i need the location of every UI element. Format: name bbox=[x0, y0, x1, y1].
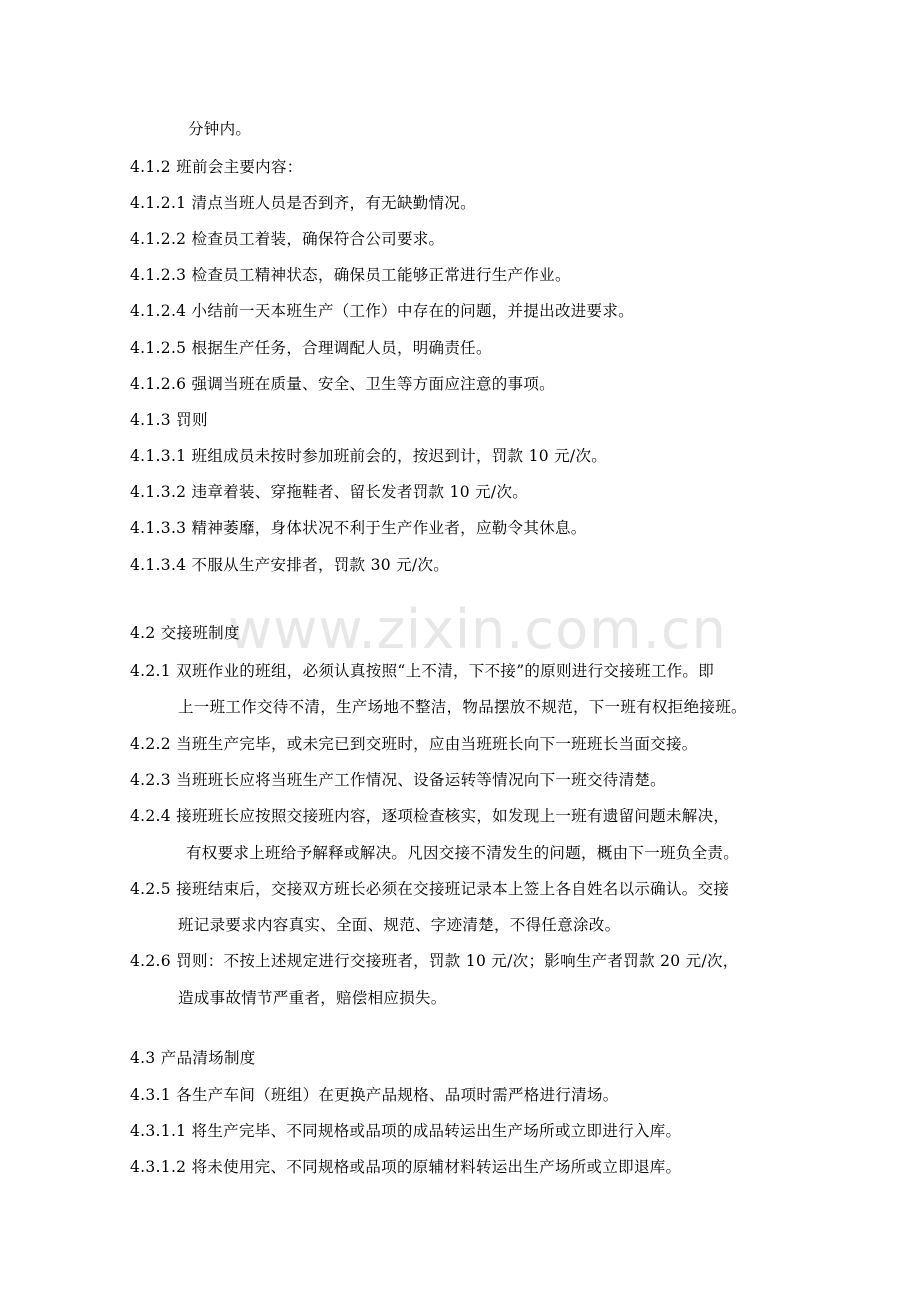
text-line: 上一班工作交待不清，生产场地不整洁，物品摆放不规范，下一班有权拒绝接班。 bbox=[178, 698, 747, 716]
text-line: 4.3.1.1 将生产完毕、不同规格或品项的成品转运出生产场所或立即进行入库。 bbox=[130, 1122, 682, 1140]
text-line: 4.2.2 当班生产完毕，或未完已到交班时，应由当班班长向下一班班长当面交接。 bbox=[130, 735, 698, 753]
text-line: 4.2.4 接班班长应按照交接班内容，逐项检查核实，如发现上一班有遗留问题未解决， bbox=[130, 807, 730, 825]
text-line: 4.1.2.4 小结前一天本班生产（工作）中存在的问题，并提出改进要求。 bbox=[130, 302, 634, 320]
section-heading: 4.1.3 罚则 bbox=[130, 411, 208, 429]
text-line: 4.1.3.1 班组成员未按时参加班前会的，按迟到计，罚款 10 元/次。 bbox=[130, 447, 608, 465]
watermark: www.zixin.com.cn bbox=[228, 598, 727, 661]
text-line: 4.1.2.2 检查员工着装，确保符合公司要求。 bbox=[130, 230, 445, 248]
text-line: 班记录要求内容真实、全面、规范、字迹清楚，不得任意涂改。 bbox=[178, 916, 621, 934]
text-line: 4.2.5 接班结束后，交接双方班长必须在交接班记录本上签上各自姓名以示确认。交接 bbox=[130, 880, 730, 898]
text-line: 4.1.3.4 不服从生产安排者，罚款 30 元/次。 bbox=[130, 556, 450, 574]
text-line: 造成事故情节严重者，赔偿相应损失。 bbox=[178, 989, 447, 1007]
section-heading: 4.2 交接班制度 bbox=[130, 624, 240, 642]
text-line: 有权要求上班给予解释或解决。凡因交接不清发生的问题，概由下一班负全责。 bbox=[186, 844, 740, 862]
text-line: 4.2.1 双班作业的班组，必须认真按照“上不清，下不接”的原则进行交接班工作。即 bbox=[130, 662, 715, 680]
text-line: 分钟内。 bbox=[188, 120, 252, 138]
text-line: 4.2.6 罚则：不按上述规定进行交接班者，罚款 10 元/次；影响生产者罚款 20 元/次， bbox=[130, 952, 739, 970]
text-line: 4.1.2.1 清点当班人员是否到齐，有无缺勤情况。 bbox=[130, 194, 476, 212]
text-line: 4.3.1.2 将未使用完、不同规格或品项的原辅材料转运出生产场所或立即退库。 bbox=[130, 1158, 682, 1176]
section-heading: 4.1.2 班前会主要内容： bbox=[130, 158, 303, 176]
text-line: 4.1.2.3 检查员工精神状态，确保员工能够正常进行生产作业。 bbox=[130, 266, 571, 284]
section-heading: 4.3 产品清场制度 bbox=[130, 1049, 256, 1067]
text-line: 4.3.1 各生产车间（班组）在更换产品规格、品项时需严格进行清场。 bbox=[130, 1086, 619, 1104]
text-line: 4.1.3.2 违章着装、穿拖鞋者、留长发者罚款 10 元/次。 bbox=[130, 483, 529, 501]
text-line: 4.1.2.5 根据生产任务，合理调配人员，明确责任。 bbox=[130, 339, 492, 357]
text-line: 4.1.2.6 强调当班在质量、安全、卫生等方面应注意的事项。 bbox=[130, 375, 555, 393]
text-line: 4.1.3.3 精神萎靡，身体状况不利于生产作业者，应勒令其休息。 bbox=[130, 519, 587, 537]
text-line: 4.2.3 当班班长应将当班生产工作情况、设备运转等情况向下一班交待清楚。 bbox=[130, 771, 666, 789]
